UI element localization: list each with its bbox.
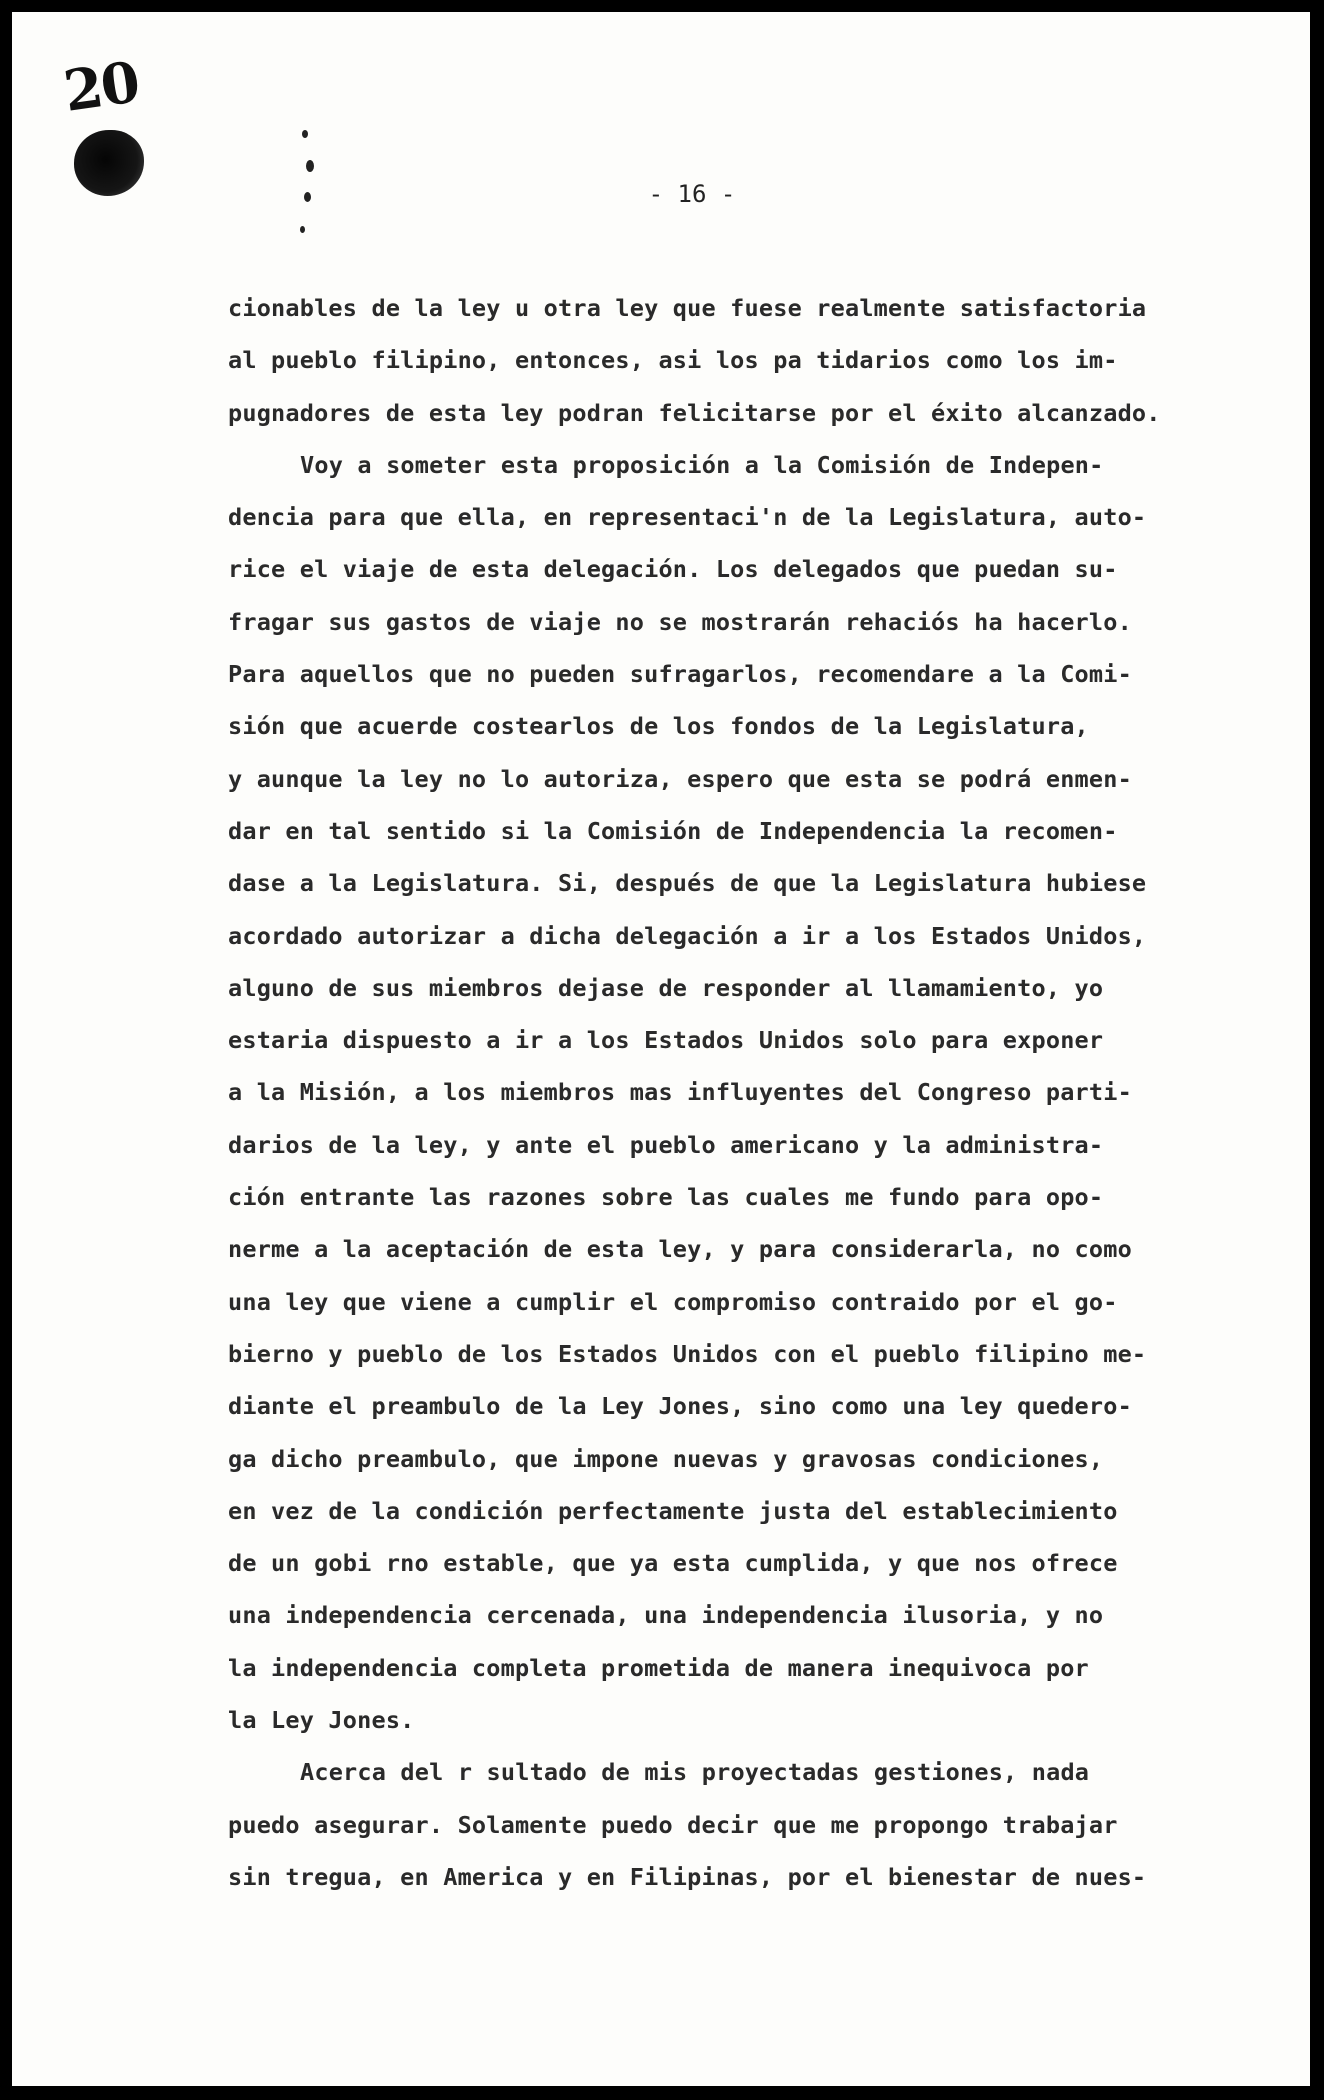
text-line: dase a la Legislatura. Si, después de que la Legislatura hubiese	[228, 869, 1147, 898]
text-line: estaria dispuesto a ir a los Estados Unidos solo para exponer	[228, 1026, 1104, 1055]
text-line: dar en tal sentido si la Comisión de Independencia la recomen-	[228, 816, 1118, 845]
text-line: en vez de la condición perfectamente justa del establecimiento	[228, 1496, 1118, 1525]
text-line: alguno de sus miembros dejase de responder al llamamiento, yo	[228, 973, 1104, 1002]
text-line: al pueblo filipino, entonces, asi los pa tidarios como los im-	[228, 346, 1118, 375]
text-line: rice el viaje de esta delegación. Los delegados que puedan su-	[228, 555, 1118, 584]
scan-border	[1310, 0, 1324, 2100]
ink-speck	[306, 160, 314, 172]
text-line: de un gobi rno estable, que ya esta cumplida, y que nos ofrece	[228, 1549, 1118, 1578]
text-line: sin tregua, en America y en Filipinas, por el bienestar de nues-	[228, 1862, 1147, 1891]
page-number: - 16 -	[648, 180, 736, 208]
text-line: diante el preambulo de la Ley Jones, sino como una ley quedero-	[228, 1392, 1132, 1421]
text-line: Para aquellos que no pueden sufragarlos, recomendare a la Comi-	[228, 660, 1132, 689]
text-line: bierno y pueblo de los Estados Unidos con el pueblo filipino me-	[228, 1339, 1147, 1368]
text-line: la Ley Jones.	[228, 1706, 415, 1735]
text-line: puedo asegurar. Solamente puedo decir que me propongo trabajar	[228, 1810, 1118, 1839]
ink-blot	[74, 130, 144, 196]
text-line: una ley que viene a cumplir el compromiso contraido por el go-	[228, 1287, 1118, 1316]
text-line: ción entrante las razones sobre las cuales me fundo para opo-	[228, 1183, 1104, 1212]
text-line: la independencia completa prometida de manera inequivoca por	[228, 1653, 1089, 1682]
text-line: acordado autorizar a dicha delegación a ir a los Estados Unidos,	[228, 921, 1147, 950]
text-line: y aunque la ley no lo autoriza, espero que esta se podrá enmen-	[228, 764, 1132, 793]
document-page	[12, 12, 1310, 2086]
ink-speck	[304, 192, 311, 202]
body-text	[228, 282, 1258, 1903]
handwritten-folio-mark: 20	[59, 49, 143, 125]
text-line: Voy a someter esta proposición a la Comisión de Indepen-	[300, 450, 1104, 479]
ink-speck	[302, 130, 308, 138]
text-line: sión que acuerde costearlos de los fondos de la Legislatura,	[228, 712, 1089, 741]
text-line: fragar sus gastos de viaje no se mostrarán rehaciós ha hacerlo.	[228, 607, 1132, 636]
text-line: darios de la ley, y ante el pueblo americano y la administra-	[228, 1130, 1104, 1159]
text-line: Acerca del r sultado de mis proyectadas gestiones, nada	[300, 1758, 1090, 1787]
text-line: nerme a la aceptación de esta ley, y para considerarla, no como	[228, 1235, 1132, 1264]
text-line: dencia para que ella, en representaci'n de la Legislatura, auto-	[228, 503, 1147, 532]
text-line: pugnadores de esta ley podran felicitarse por el éxito alcanzado.	[228, 398, 1161, 427]
text-line: a la Misión, a los miembros mas influyentes del Congreso parti-	[228, 1078, 1132, 1107]
text-line: una independencia cercenada, una independencia ilusoria, y no	[228, 1601, 1104, 1630]
text-line: cionables de la ley u otra ley que fuese realmente satisfactoria	[228, 294, 1147, 322]
text-line: ga dicho preambulo, que impone nuevas y gravosas condiciones,	[228, 1444, 1104, 1473]
ink-speck	[300, 226, 305, 233]
